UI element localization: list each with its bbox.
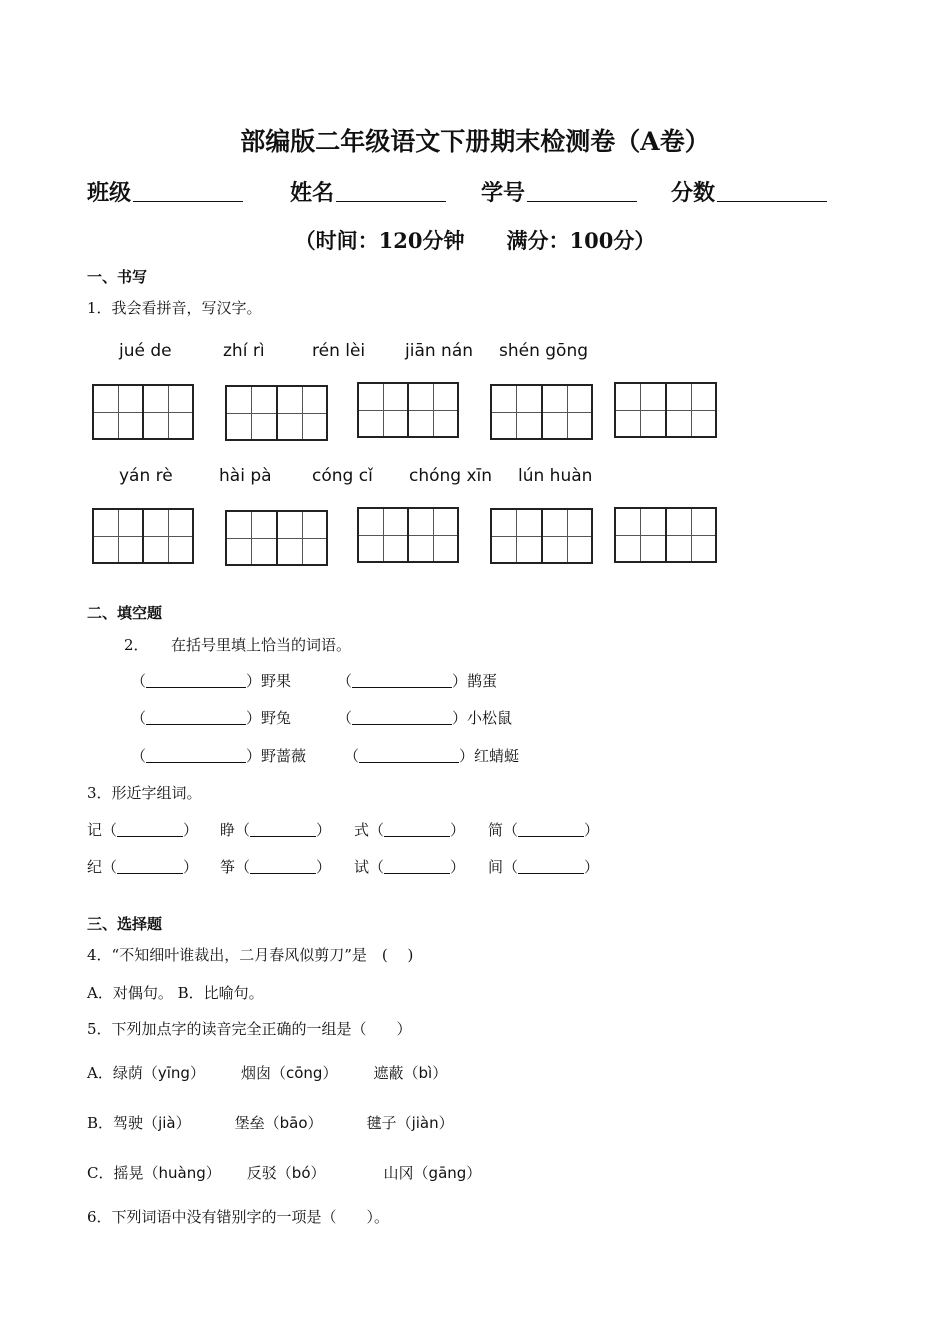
answer-blank[interactable] [518, 859, 584, 874]
fill-item: 间（ ） [488, 858, 600, 876]
writing-grid[interactable] [357, 507, 459, 563]
answer-blank[interactable] [359, 748, 459, 763]
info-score-blank[interactable] [717, 181, 827, 202]
section-heading: 一、书写 [87, 268, 148, 286]
page-title: 部编版二年级语文下册期末检测卷（A卷） [240, 127, 710, 156]
pinyin: rén lèi [312, 341, 366, 361]
fill-item: （ ）野果 [131, 672, 292, 690]
fill-item: 式（ ） [354, 821, 466, 839]
info-number: 学号 [481, 176, 637, 207]
pinyin: cóng cǐ [312, 466, 373, 486]
info-name-blank[interactable] [336, 181, 446, 202]
section-heading: 二、填空题 [87, 604, 163, 622]
time-note: （时间：120分钟 满分：100分） [294, 228, 656, 253]
fill-item: 筝（ ） [220, 858, 332, 876]
writing-grid[interactable] [92, 508, 194, 564]
question-3: 3．形近字组词。 [87, 784, 202, 802]
pinyin: chóng xīn [409, 466, 493, 486]
pinyin: jué de [119, 341, 172, 361]
fill-item: （ ）小松鼠 [337, 709, 513, 727]
info-number-blank[interactable] [527, 181, 637, 202]
answer-blank[interactable] [146, 748, 246, 763]
answer-blank[interactable] [384, 859, 450, 874]
answer-blank[interactable] [250, 859, 316, 874]
answer-blank[interactable] [146, 673, 246, 688]
section-heading: 三、选择题 [87, 915, 163, 933]
fill-item: （ ）鹊蛋 [337, 672, 498, 690]
fill-item: 简（ ） [488, 821, 600, 839]
pinyin: jiān nán [405, 341, 474, 361]
writing-grid[interactable] [225, 510, 328, 566]
writing-grid[interactable] [614, 382, 717, 438]
answer-blank[interactable] [352, 673, 452, 688]
writing-grid[interactable] [92, 384, 194, 440]
answer-blank[interactable] [384, 822, 450, 837]
info-score: 分数 [671, 176, 827, 207]
option-c: C．摇晃（huàng） 反驳（bó） 山冈（gāng） [87, 1164, 482, 1182]
option-b: B．驾驶（jià） 堡垒（bāo） 毽子（jiàn） [87, 1114, 454, 1132]
question-2: 2． 在括号里填上恰当的词语。 [124, 636, 352, 654]
question-4: 4．“不知细叶谁裁出，二月春风似剪刀”是 ( ) [87, 946, 414, 964]
writing-grid[interactable] [357, 382, 459, 438]
fill-item: 记（ ） [87, 821, 199, 839]
answer-blank[interactable] [117, 822, 183, 837]
question-6: 6．下列词语中没有错别字的一项是（ ）。 [87, 1208, 390, 1226]
fill-item: 试（ ） [354, 858, 466, 876]
option-a: A．绿荫（yīng） 烟囱（cōng） 遮蔽（bì） [87, 1064, 448, 1082]
writing-grid[interactable] [614, 507, 717, 563]
writing-grid[interactable] [225, 385, 328, 441]
fill-item: （ ）红蜻蜓 [344, 747, 520, 765]
pinyin: hài pà [219, 466, 272, 486]
writing-grid[interactable] [490, 508, 593, 564]
fill-item: （ ）野蔷薇 [131, 747, 307, 765]
pinyin: yán rè [119, 466, 173, 486]
fill-item: 睁（ ） [220, 821, 332, 839]
pinyin: shén gōng [499, 341, 589, 361]
answer-blank[interactable] [117, 859, 183, 874]
pinyin: zhí rì [223, 341, 265, 361]
fill-item: （ ）野兔 [131, 709, 292, 727]
info-name: 姓名 [290, 176, 446, 207]
question-4-options: A．对偶句。 B．比喻句。 [87, 984, 264, 1002]
writing-grid[interactable] [490, 384, 593, 440]
info-class-blank[interactable] [133, 181, 243, 202]
answer-blank[interactable] [518, 822, 584, 837]
fill-item: 纪（ ） [87, 858, 199, 876]
question-5: 5．下列加点字的读音完全正确的一组是（ ） [87, 1020, 412, 1038]
info-class: 班级 [87, 176, 243, 207]
answer-blank[interactable] [352, 710, 452, 725]
answer-blank[interactable] [250, 822, 316, 837]
pinyin: lún huàn [518, 466, 593, 486]
answer-blank[interactable] [146, 710, 246, 725]
question-1: 1．我会看拼音，写汉字。 [87, 299, 262, 317]
